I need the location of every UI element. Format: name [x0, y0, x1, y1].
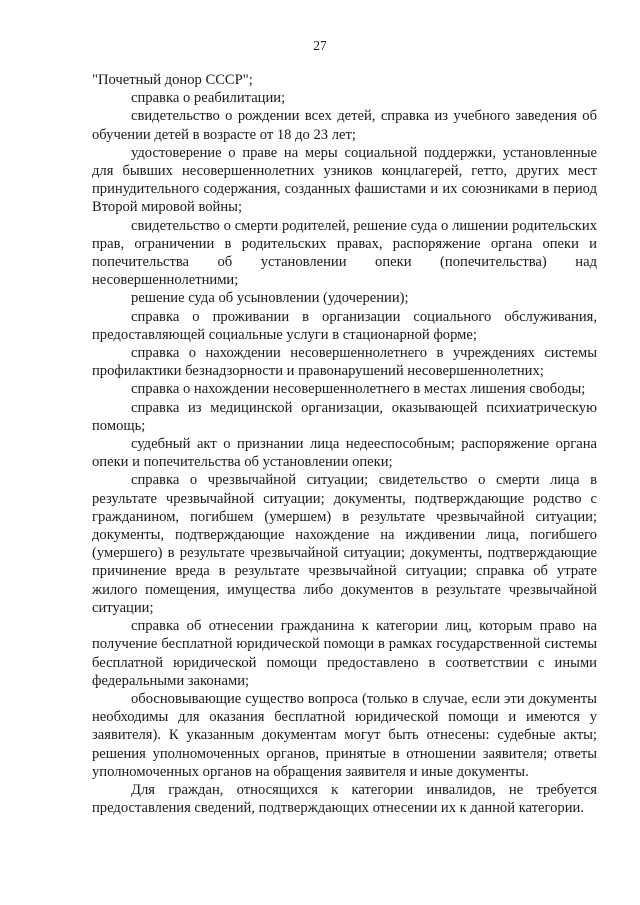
paragraph-adoption: решение суда об усыновлении (удочерении); [131, 290, 409, 307]
paragraph-detention: справка о нахождении несовершеннолетнего в местах лишения свободы; [131, 381, 586, 398]
paragraph-birth-certificates: свидетельство о рождении всех детей, справка из учебного заведения об обучении детей в возрасте от 18 до 23 лет; [92, 108, 597, 143]
paragraph-prevention-system: справка о нахождении несовершеннолетнего в учреждениях системы профилактики безнадзорности и правонарушений несовершеннолетних; [92, 345, 597, 380]
paragraph-parents-death: свидетельство о смерти родителей, решение суда о лишении родительских прав, ограничении в родительских правах, распоряжение органа опеки и попечительства об установлении опеки (попечительства) над несовершеннолетними; [92, 217, 597, 289]
paragraph-rehabilitation: справка о реабилитации; [131, 90, 286, 107]
paragraph-psychiatric: справка из медицинской организации, оказывающей психиатрическую помощь; [92, 399, 597, 434]
paragraph-former-prisoners: удостоверение о праве на меры социальной поддержки, установленные для бывших несовершеннолетних узников концлагерей, гетто, других мест принудительного содержания, созданных фашистами и их союзниками в период Второй мировой войны; [92, 144, 597, 216]
page-number: 27 [313, 38, 327, 53]
document-body [92, 71, 597, 817]
paragraph-supporting-documents: обосновывающие существо вопроса (только в случае, если эти документы необходимы для оказания бесплатной юридической помощи и имеются у заявителя). К указанным документам могут быть отнесены: судебные акты; решения уполномоченных органов, принятые в отношении заявителя; ответы уполномоченных органов на обращения заявителя и иные документы. [92, 690, 597, 780]
paragraph-social-service: справка о проживании в организации социального обслуживания, предоставляющей социальные услуги в стационарной форме; [92, 308, 597, 343]
paragraph-emergency: справка о чрезвычайной ситуации; свидетельство о смерти лица в результате чрезвычайной ситуации; документы, подтверждающие родство с гражданином, погибшем (умершем) в результате чрезвычайной ситуации; документы, подтверждающие нахождение на иждивении лица, погибшего (умершего) в результате чрезвычайной ситуации; документы, подтверждающие причинение вреда в результате чрезвычайной ситуации; справка об утрате жилого помещения, имущества либо документов в результате чрезвычайной ситуации; [92, 472, 597, 616]
paragraph-honorary-donor: "Почетный донор СССР"; [92, 72, 253, 88]
paragraph-disabled-citizens: Для граждан, относящихся к категории инвалидов, не требуется предоставления сведений, подтверждающих отнесении их к данной категории. [92, 781, 597, 817]
paragraph-legal-aid-category: справка об отнесении гражданина к категории лиц, которым право на получение бесплатной юридической помощи в рамках государственной системы бесплатной юридической помощи предоставлено в соответствии с иными федеральными законами; [92, 618, 597, 689]
paragraph-incapacity: судебный акт о признании лица недееспособным; распоряжение органа опеки и попечительства об установлении опеки; [92, 436, 597, 471]
